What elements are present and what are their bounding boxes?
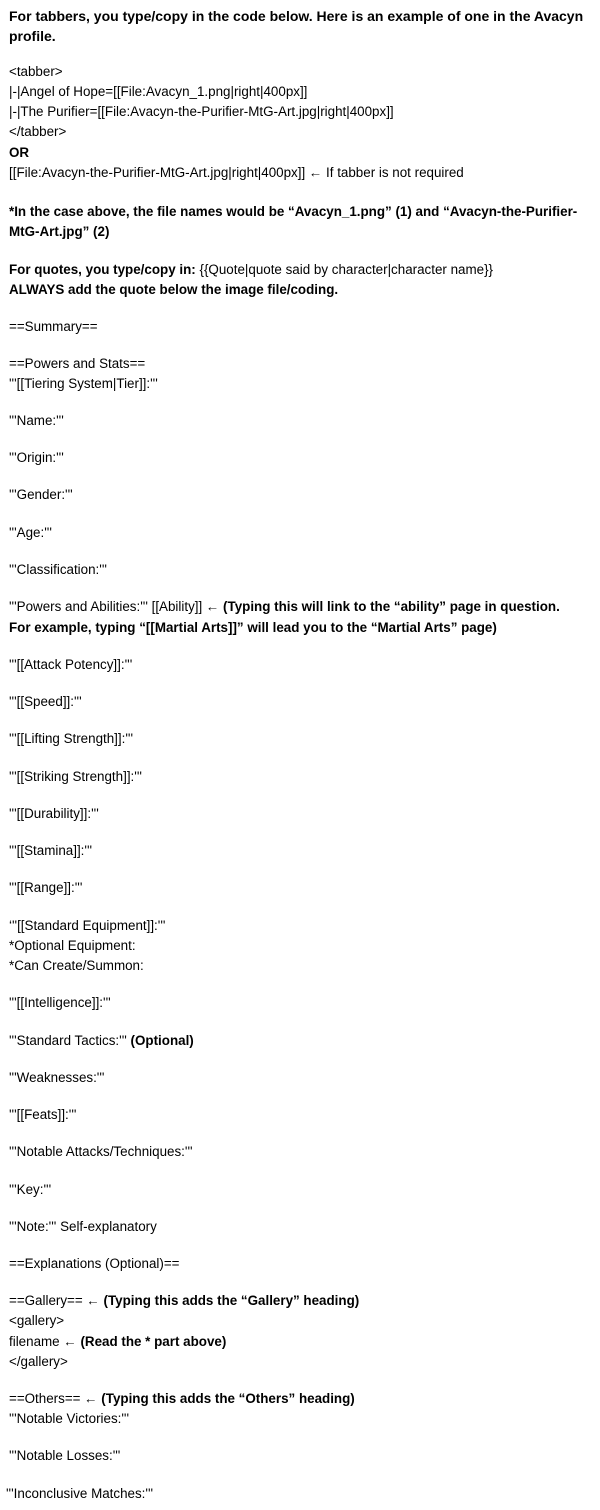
optional-equipment-field: *Optional Equipment:: [9, 938, 136, 953]
powers-abilities-example: For example, typing “[[Martial Arts]]” will lead you to the “Martial Arts” page): [9, 620, 497, 635]
striking-strength-field: '''[[Striking Strength]]:''': [9, 769, 142, 784]
standard-tactics-code: '''Standard Tactics:''': [9, 1033, 127, 1048]
or-label: OR: [9, 145, 30, 160]
speed-field: '''[[Speed]]:''': [9, 694, 82, 709]
gallery-heading: ==Gallery== ←: [9, 1293, 100, 1308]
attack-potency-field: '''[[Attack Potency]]:''': [9, 657, 133, 672]
notable-attacks-field: '''Notable Attacks/Techniques:''': [9, 1144, 193, 1159]
weaknesses-field: '''Weaknesses:''': [9, 1070, 105, 1085]
quote-code: {{Quote|quote said by character|character name}}: [195, 262, 494, 277]
quote-always-note: ALWAYS add the quote below the image file/coding.: [9, 282, 339, 297]
others-heading: ==Others== ←: [9, 1391, 98, 1406]
gallery-open-tag: <gallery>: [9, 1313, 65, 1328]
feats-field: '''[[Feats]]:''': [9, 1107, 77, 1122]
case-note: *In the case above, the file names would be “Avacyn_1.png” (1) and “Avacyn-the-Purifier-MtG-Art.jpg” (2): [9, 204, 578, 239]
durability-field: '''[[Durability]]:''': [9, 806, 99, 821]
others-note: (Typing this adds the “Others” heading): [97, 1391, 355, 1406]
powers-abilities-code: '''Powers and Abilities:''' [[Ability]] ←: [9, 599, 220, 614]
gender-field: '''Gender:''': [9, 487, 73, 502]
file-code: [[File:Avacyn-the-Purifier-MtG-Art.jpg|right|400px]]: [9, 165, 306, 180]
gallery-note: (Typing this adds the “Gallery” heading): [99, 1293, 360, 1308]
others-heading-line: [9, 1390, 592, 1408]
create-summon-field: *Can Create/Summon:: [9, 958, 144, 973]
powers-stats-heading: ==Powers and Stats==: [9, 356, 146, 371]
tabber-line-2: |-|The Purifier=[[File:Avacyn-the-Purifier-MtG-Art.jpg|right|400px]]: [9, 104, 394, 119]
notable-victories-field: '''Notable Victories:''': [9, 1411, 130, 1426]
tabber-intro: For tabbers, you type/copy in the code below. Here is an example of one in the Avacyn profile.: [9, 8, 584, 44]
filename-line: [9, 1333, 592, 1351]
summary-heading: ==Summary==: [9, 319, 98, 334]
classification-field: '''Classification:''': [9, 562, 107, 577]
quote-label: For quotes, you type/copy in:: [9, 262, 196, 277]
standard-equipment-field: ‘''[[Standard Equipment]]:''': [9, 918, 166, 933]
notable-losses-field: '''Notable Losses:''': [9, 1448, 121, 1463]
key-field: '''Key:''': [9, 1182, 52, 1197]
note-field: '''Note:''' Self-explanatory: [9, 1219, 157, 1234]
tier-field: '''[[Tiering System|Tier]]:''': [9, 376, 158, 391]
powers-abilities-field: [9, 598, 592, 616]
quote-line: [9, 261, 592, 279]
range-field: '''[[Range]]:''': [9, 880, 83, 895]
inconclusive-matches-field: '''Inconclusive Matches:''': [6, 1486, 154, 1501]
gallery-heading-line: [9, 1292, 592, 1310]
tabber-line-1: |-|Angel of Hope=[[File:Avacyn_1.png|right|400px]]: [9, 84, 308, 99]
name-field: '''Name:''': [9, 413, 64, 428]
intelligence-field: '''[[Intelligence]]:''': [9, 995, 111, 1010]
gallery-close-tag: </gallery>: [9, 1354, 68, 1369]
file-code-line: [9, 164, 592, 182]
tabber-close-tag: </tabber>: [9, 124, 67, 139]
age-field: '''Age:''': [9, 525, 52, 540]
tabber-open-tag: <tabber>: [9, 64, 63, 79]
standard-tactics-note: (Optional): [126, 1033, 194, 1048]
file-note: ← If tabber is not required: [305, 165, 464, 180]
lifting-strength-field: '''[[Lifting Strength]]:''': [9, 731, 134, 746]
powers-abilities-note: (Typing this will link to the “ability” page in question.: [219, 599, 560, 614]
origin-field: '''Origin:''': [9, 450, 64, 465]
filename-code: filename ←: [9, 1334, 77, 1349]
explanations-heading: ==Explanations (Optional)==: [9, 1256, 180, 1271]
standard-tactics-field: [9, 1032, 592, 1050]
filename-note: (Read the * part above): [76, 1334, 227, 1349]
stamina-field: '''[[Stamina]]:''': [9, 843, 93, 858]
